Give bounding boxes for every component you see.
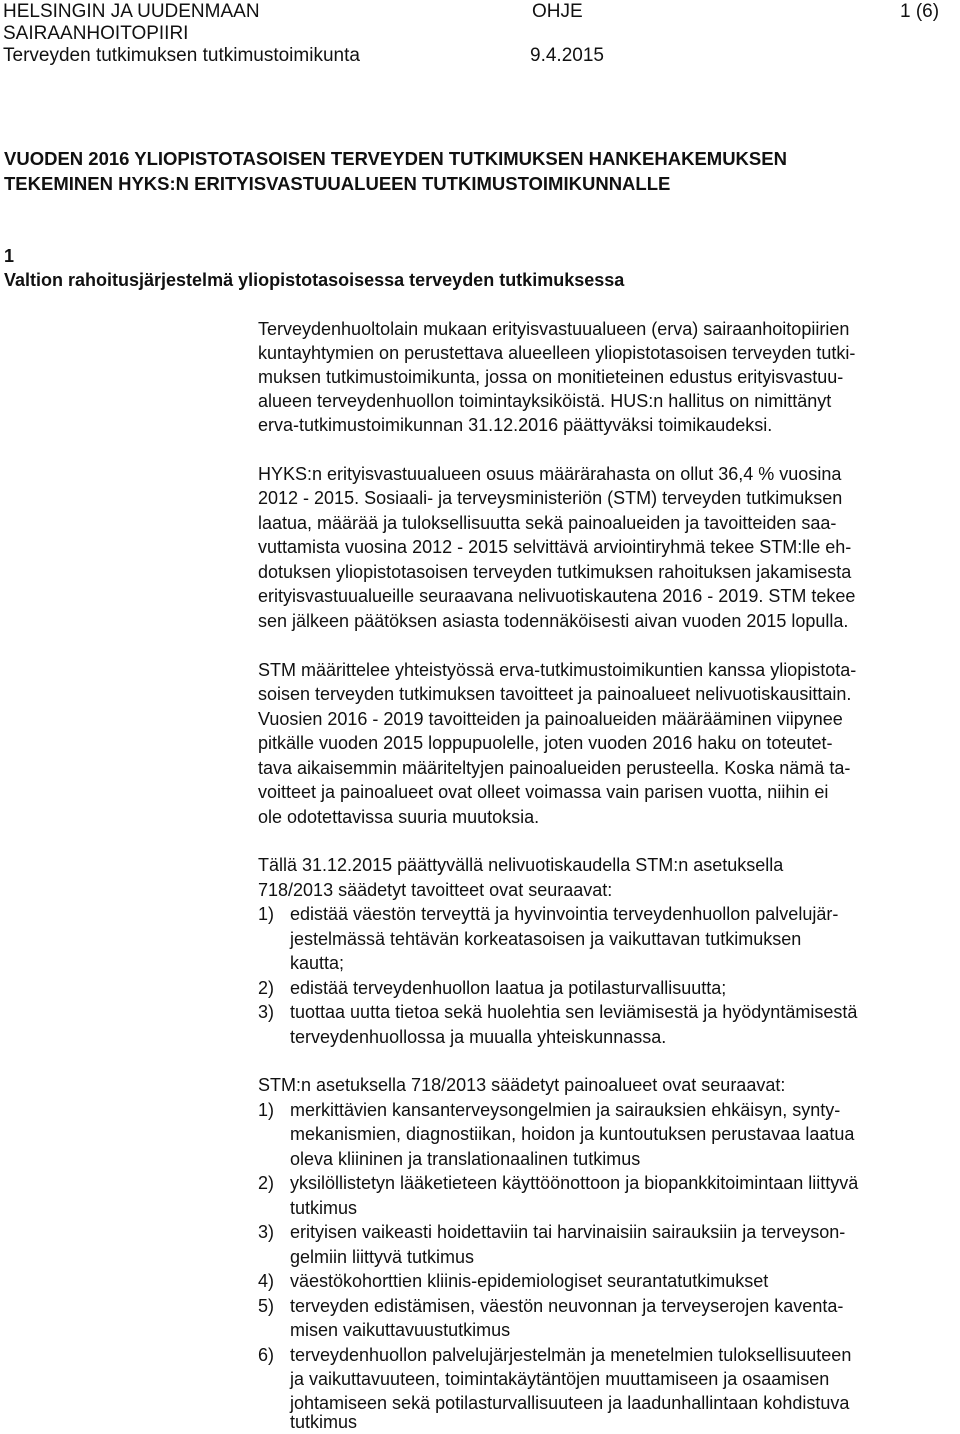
list-item-line: väestökohorttien kliinis-epidemiologiset seurantatutkimukset — [290, 1271, 769, 1291]
paragraph-line: sen jälkeen päätöksen asiasta todennäköisesti aivan vuoden 2015 lopulla. — [258, 611, 849, 631]
list-item-line: tuottaa uutta tietoa sekä huolehtia sen leviämisestä ja hyödyntämisestä — [290, 1002, 858, 1022]
paragraph-5: STM:n asetuksella 718/2013 säädetyt painoalueet ovat seuraavat: — [258, 1075, 786, 1095]
list-item-number: 3) — [258, 1222, 275, 1242]
list-item-line: kautta; — [290, 953, 345, 973]
paragraph-line: kuntayhtymien on perustettava alueelleen yliopistotasoisen terveyden tutki- — [258, 343, 856, 363]
paragraph-line: vuttamista vuosina 2012 - 2015 selvittävä arviointiryhmä tekee STM:lle eh- — [258, 537, 852, 557]
list-item-line: terveydenhuollon palvelujärjestelmän ja menetelmien tuloksellisuuteen — [290, 1345, 852, 1365]
list-item-number: 1) — [258, 1100, 275, 1120]
list-item-line: johtamiseen sekä potilasturvallisuuteen ja laadunhallintaan kohdistuva — [290, 1393, 850, 1413]
paragraph-line: laatua, määrää ja tuloksellisuutta sekä painoalueiden ja tavoitteiden saa- — [258, 513, 837, 533]
list-item-line: mekanismien, diagnostiikan, hoidon ja kuntoutuksen perustavaa laatua — [290, 1124, 855, 1144]
list-item-line: tutkimus — [290, 1412, 358, 1432]
organization-name-line1: HELSINGIN JA UUDENMAAN — [3, 1, 260, 22]
document-type: OHJE — [532, 1, 583, 22]
paragraph-line: Terveydenhuoltolain mukaan erityisvastuualueen (erva) sairaanhoitopiirien — [258, 319, 850, 339]
paragraph-line: voitteet ja painoalueet ovat olleet voimassa vain parisen vuotta, niihin ei — [258, 782, 829, 802]
list-item-line: oleva kliininen ja translationaalinen tutkimus — [290, 1149, 641, 1169]
list-item-number: 1) — [258, 904, 275, 924]
paragraph-line: STM määrittelee yhteistyössä erva-tutkimustoimikuntien kanssa yliopistota- — [258, 660, 857, 680]
list-item-line: merkittävien kansanterveysongelmien ja sairauksien ehkäisyn, synty- — [290, 1100, 841, 1120]
page-number: 1 (6) — [900, 1, 940, 22]
list-item-number: 6) — [258, 1345, 275, 1365]
list-item-number: 2) — [258, 1173, 275, 1193]
paragraph-line: muksen tutkimustoimikunta, jossa on monitieteinen edustus erityisvastuu- — [258, 367, 844, 387]
paragraph-line: erva-tutkimustoimikunnan 31.12.2016 päättyväksi toimikaudeksi. — [258, 415, 773, 435]
list-item-number: 3) — [258, 1002, 275, 1022]
document-title-line1: VUODEN 2016 YLIOPISTOTASOISEN TERVEYDEN TUTKIMUKSEN HANKEHAKEMUKSEN — [4, 148, 787, 169]
section-heading: Valtion rahoitusjärjestelmä yliopistotasoisessa terveyden tutkimuksessa — [4, 270, 625, 290]
paragraph-line: tava aikaisemmin määriteltyjen painoalueiden perusteella. Koska nämä ta- — [258, 758, 851, 778]
document-date: 9.4.2015 — [530, 45, 604, 66]
list-item-line: edistää väestön terveyttä ja hyvinvointia terveydenhuollon palvelujär- — [290, 904, 839, 924]
list-item-number: 2) — [258, 978, 275, 998]
list-item-line: yksilöllistetyn lääketieteen käyttöönottoon ja biopankkitoimintaan liittyvä — [290, 1173, 859, 1193]
section-number: 1 — [4, 246, 15, 266]
list-item-line: misen vaikuttavuustutkimus — [290, 1320, 511, 1340]
paragraph-line: alueen terveydenhuollon toimintayksiköistä. HUS:n hallitus on nimittänyt — [258, 391, 832, 411]
list-item-line: jestelmässä tehtävän korkeatasoisen ja vaikuttavan tutkimuksen — [290, 929, 802, 949]
paragraph-line: soisen terveyden tutkimuksen tavoitteet ja painoalueet nelivuotiskausittain. — [258, 684, 852, 704]
paragraph-line: pitkälle vuoden 2015 loppupuolelle, joten vuoden 2016 haku on toteutet- — [258, 733, 833, 753]
list-item-number: 5) — [258, 1296, 275, 1316]
organization-name-line2: SAIRAANHOITOPIIRI — [3, 23, 189, 44]
list-item-line: erityisen vaikeasti hoidettaviin tai harvinaisiin sairauksiin ja terveyson- — [290, 1222, 846, 1242]
document-title-line2: TEKEMINEN HYKS:N ERITYISVASTUUALUEEN TUTKIMUSTOIMIKUNNALLE — [4, 173, 671, 194]
paragraph-line: 718/2013 säädetyt tavoitteet ovat seuraavat: — [258, 880, 613, 900]
paragraph-line: ole odotettavissa suuria muutoksia. — [258, 807, 540, 827]
paragraph-line: HYKS:n erityisvastuualueen osuus määrärahasta on ollut 36,4 % vuosina — [258, 464, 842, 484]
list-item-line: gelmiin liittyvä tutkimus — [290, 1247, 475, 1267]
paragraph-line: 2012 - 2015. Sosiaali- ja terveysministeriön (STM) terveyden tutkimuksen — [258, 488, 843, 508]
paragraph-line: Tällä 31.12.2015 päättyvällä nelivuotiskaudella STM:n asetuksella — [258, 855, 784, 875]
paragraph-line: erityisvastuualueille seuraavana nelivuotiskautena 2016 - 2019. STM tekee — [258, 586, 856, 606]
organization-unit: Terveyden tutkimuksen tutkimustoimikunta — [3, 45, 360, 66]
list-item-line: tutkimus — [290, 1198, 358, 1218]
list-item-line: terveyden edistämisen, väestön neuvonnan ja terveyserojen kaventa- — [290, 1296, 844, 1316]
list-item-line: terveydenhuollossa ja muualla yhteiskunnassa. — [290, 1027, 667, 1047]
paragraph-line: dotuksen yliopistotasoisen terveyden tutkimuksen rahoituksen jakamisesta — [258, 562, 852, 582]
list-item-line: edistää terveydenhuollon laatua ja potilasturvallisuutta; — [290, 978, 727, 998]
list-item-number: 4) — [258, 1271, 275, 1291]
paragraph-line: Vuosien 2016 - 2019 tavoitteiden ja painoalueiden määrääminen viipynee — [258, 709, 843, 729]
list-item-line: ja vaikuttavuuteen, toimintakäytäntöjen muuttamiseen ja osaamisen — [290, 1369, 830, 1389]
